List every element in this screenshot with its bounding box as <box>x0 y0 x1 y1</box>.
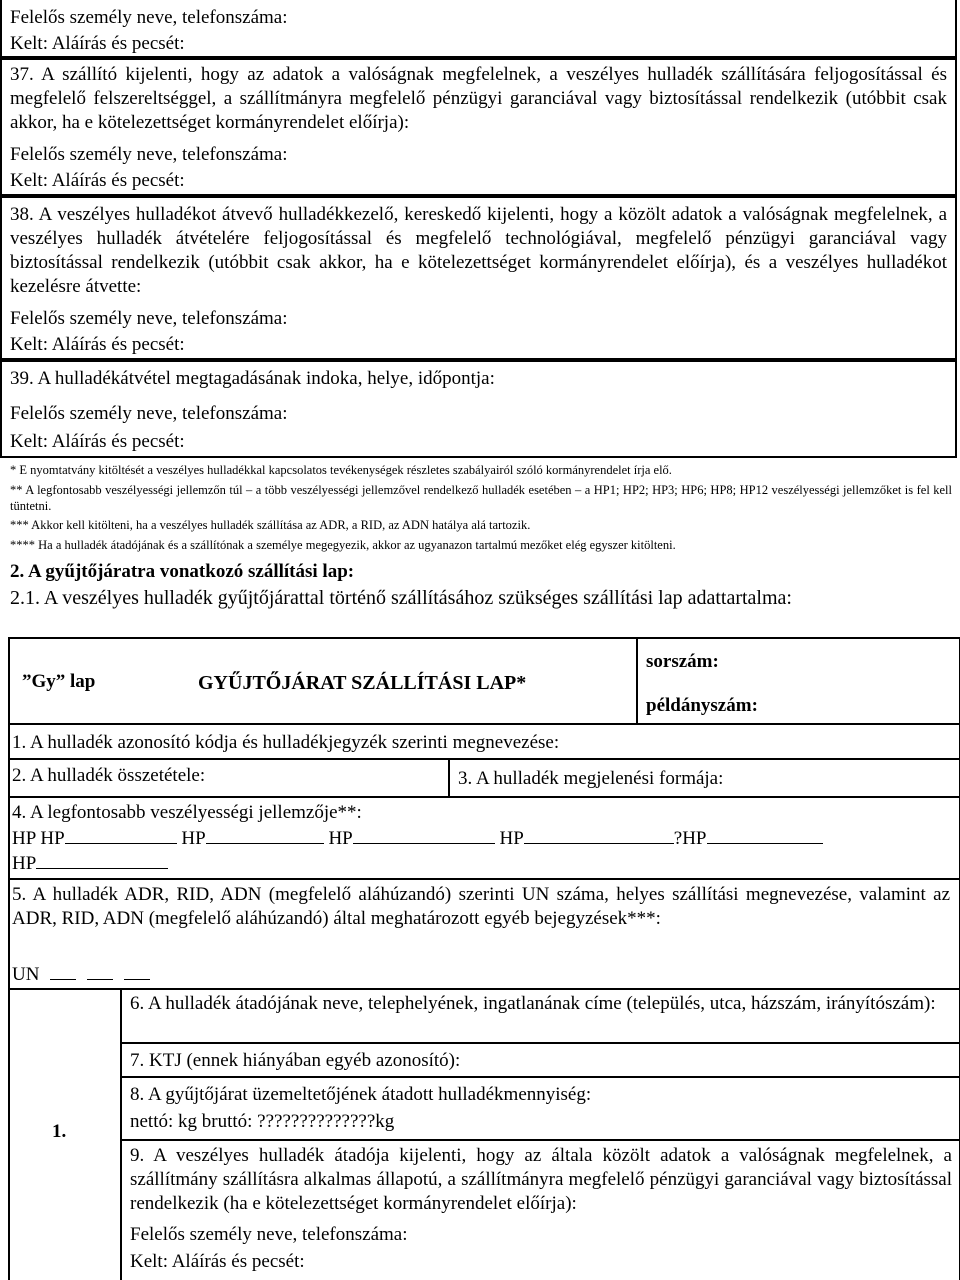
footnote-1: * E nyomtatvány kitöltését a veszélyes hulladékkal kapcsolatos tevékenységek részletes szabályairól szóló kormányrendelet írja elő. <box>10 463 672 477</box>
field-4: 4. A legfontosabb veszélyességi jellemzője**: <box>12 802 362 823</box>
hp-code-2: HP <box>40 828 65 849</box>
field-5: 5. A hulladék ADR, RID, ADN (megfelelő aláhúzandó) szerinti UN száma, helyes szállítási megnevezése, valamint az ADR, RID, ADN (megfelelő aláhúzandó) által meghatározott egyéb bejegyzések***: <box>12 884 950 929</box>
top-box <box>0 0 957 58</box>
serial-label: sorszám: <box>646 651 719 672</box>
field-2: 2. A hulladék összetétele: <box>12 765 206 786</box>
s39-text: 39. A hulladékátvétel megtagadásának indoka, helye, időpontja: <box>10 368 495 389</box>
s39-responsible: Felelős személy neve, telefonszáma: <box>10 403 288 424</box>
field-3: 3. A hulladék megjelenési formája: <box>458 768 724 789</box>
hp-code-7: HP <box>12 853 37 874</box>
section-2-1-text: 2.1. A veszélyes hulladék gyűjtőjárattal történő szállításához szükséges szállítási lap adattartalma: <box>10 587 792 609</box>
un-label: UN <box>12 964 40 985</box>
row-number: 1. <box>52 1121 67 1142</box>
s38-responsible: Felelős személy neve, telefonszáma: <box>10 308 288 329</box>
field-8: 8. A gyűjtőjárat üzemeltetőjének átadott hulladékmennyiség: <box>130 1084 592 1105</box>
top-responsible: Felelős személy neve, telefonszáma: <box>10 7 288 28</box>
s37-signature: Kelt: Aláírás és pecsét: <box>10 170 185 191</box>
s39-signature: Kelt: Aláírás és pecsét: <box>10 431 185 452</box>
s37-responsible: Felelős személy neve, telefonszáma: <box>10 144 288 165</box>
hp-code-1: HP <box>12 828 36 849</box>
field-1: 1. A hulladék azonosító kódja és hulladékjegyzék szerinti megnevezése: <box>12 732 560 753</box>
hp-line-1 <box>12 826 942 851</box>
hp-line-2 <box>12 851 168 876</box>
section-39 <box>0 360 957 458</box>
form-title: GYŰJTŐJÁRAT SZÁLLÍTÁSI LAP* <box>198 672 527 694</box>
section-2-heading: 2. A gyűjtőjáratra vonatkozó szállítási lap: <box>10 561 355 582</box>
field-9: 9. A veszélyes hulladék átadója kijelenti, hogy az általa közölt adatok a valóságnak megfelelnek, a szállítmány szállításra alkalmas állapotú, a szállítmányra megfelelő pénzügyi garanciával vagy biztosítással rendelkezik (ha e kötelezettséget kormányrendelet előírja): <box>130 1145 952 1214</box>
gy-lap-label: ”Gy” lap <box>22 671 96 692</box>
field-9-responsible: Felelős személy neve, telefonszáma: <box>130 1224 408 1245</box>
hp-code-5: HP <box>499 828 524 849</box>
un-line <box>12 962 150 987</box>
section-37 <box>0 58 957 196</box>
hp-code-3: HP <box>181 828 206 849</box>
footnote-4: **** Ha a hulladék átadójának és a szállítónak a személye megegyezik, akkor az ugyanazon tartalmú mezőket elég egyszer kitölteni. <box>10 538 676 552</box>
section-38 <box>0 196 957 360</box>
hp-code-6: ?HP <box>673 828 707 849</box>
field-7: 7. KTJ (ennek hiányában egyéb azonosító): <box>130 1050 461 1071</box>
field-9-signature: Kelt: Aláírás és pecsét: <box>130 1251 305 1272</box>
footnote-3: *** Akkor kell kitölteni, ha a veszélyes hulladék szállítása az ADR, a RID, az ADN hatálya alá tartozik. <box>10 518 531 532</box>
top-signature: Kelt: Aláírás és pecsét: <box>10 33 185 54</box>
s38-text: 38. A veszélyes hulladékot átvevő hulladékkezelő, kereskedő kijelenti, hogy a közölt adatok a valóságnak megfelelnek, a veszélyes hulladék átvételére feljogosítással és megfelelő technológiával, megfelelő pénzügyi garanciával vagy biztosítással rendelkezik (utóbbit csak akkor, ha e kötelezettséget kormányrendelet előírja), és a veszélyes hulladékot kezelésre átvette: <box>10 204 947 297</box>
hp-code-4: HP <box>328 828 353 849</box>
s38-signature: Kelt: Aláírás és pecsét: <box>10 334 185 355</box>
footnote-2: ** A legfontosabb veszélyességi jellemzőn túl – a több veszélyességi jellemzővel rendelkező hulladék esetében – a HP1; HP2; HP3; HP6; HP8; HP12 veszélyességi jellemzőket is fel kell tüntetni. <box>10 483 952 513</box>
copy-label: példányszám: <box>646 695 758 716</box>
s37-text: 37. A szállító kijelenti, hogy az adatok a valóságnak megfelelnek, a veszélyes hulladék szállítására feljogosítással és megfelelő felszereltséggel, a szállítmányra megfelelő pénzügyi garanciával vagy biztosítással rendelkezik (utóbbit csak akkor, ha e kötelezettséget kormányrendelet előírja): <box>10 64 947 133</box>
field-8-weights: nettó: kg bruttó: ??????????????kg <box>130 1111 395 1132</box>
field-6: 6. A hulladék átadójának neve, telephelyének, ingatlanának címe (település, utca, házszám, irányítószám): <box>130 993 936 1014</box>
